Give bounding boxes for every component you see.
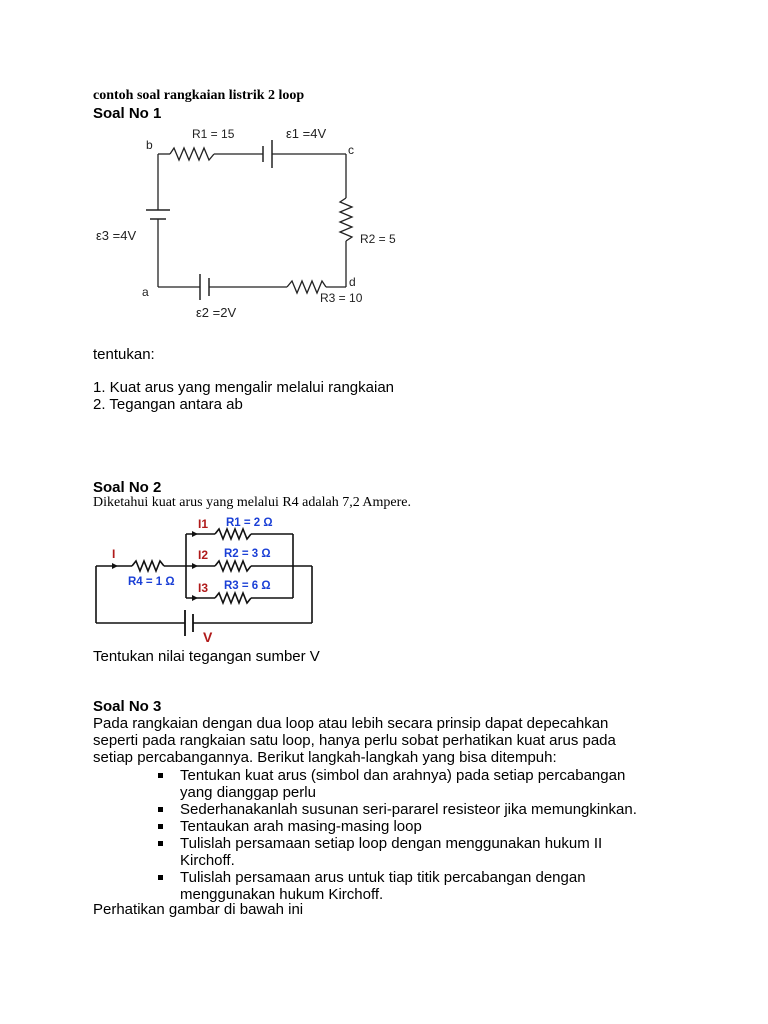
label-r3: R3 = 6 Ω bbox=[224, 580, 271, 592]
soal2-question: Tentukan nilai tegangan sumber V bbox=[93, 648, 320, 665]
step-item: Tulislah persamaan setiap loop dengan menggunakan hukum II Kirchoff. bbox=[180, 835, 675, 869]
label-current-i: I bbox=[112, 547, 116, 561]
bullet-square-icon bbox=[158, 773, 163, 778]
label-e1: ε1 =4V bbox=[286, 126, 327, 141]
soal1-prompt: tentukan: bbox=[93, 346, 155, 363]
node-a: a bbox=[142, 285, 149, 299]
soal1-title: Soal No 1 bbox=[93, 105, 162, 122]
bullet-square-icon bbox=[158, 841, 163, 846]
document-heading: contoh soal rangkaian listrik 2 loop bbox=[93, 88, 305, 103]
soal1-question-1: 1. Kuat arus yang mengalir melalui rangkaian bbox=[93, 379, 395, 396]
node-d: d bbox=[349, 275, 356, 289]
label-r2: R2 = 5 bbox=[360, 232, 396, 246]
label-current-i2: I2 bbox=[198, 548, 209, 562]
label-current-i1: I1 bbox=[198, 517, 209, 531]
soal3-closing: Perhatikan gambar di bawah ini bbox=[93, 901, 304, 918]
soal1-question-2: 2. Tegangan antara ab bbox=[93, 396, 243, 413]
label-r1: R1 = 2 Ω bbox=[226, 517, 273, 529]
soal3-paragraph bbox=[93, 715, 675, 766]
bullet-square-icon bbox=[158, 807, 163, 812]
paragraph-line: seperti pada rangkaian satu loop, hanya perlu sobat perhatikan kuat arus pada bbox=[93, 732, 616, 749]
soal2-circuit-diagram bbox=[90, 512, 330, 644]
label-r2: R2 = 3 Ω bbox=[224, 548, 271, 560]
label-voltage-v: V bbox=[203, 629, 213, 644]
soal2-given: Diketahui kuat arus yang melalui R4 adalah 7,2 Ampere. bbox=[93, 495, 412, 510]
label-e3: ε3 =4V bbox=[96, 228, 137, 243]
paragraph-line: Pada rangkaian dengan dua loop atau lebih secara prinsip dapat depecahkan bbox=[93, 715, 609, 732]
soal3-steps-list bbox=[180, 767, 675, 903]
soal1-circuit-diagram bbox=[90, 118, 420, 333]
label-r1: R1 = 15 bbox=[192, 127, 235, 141]
step-item: Tentukan kuat arus (simbol dan arahnya) pada setiap percabangan yang dianggap perlu bbox=[180, 767, 675, 801]
node-b: b bbox=[146, 138, 153, 152]
step-item: Sederhanakanlah susunan seri-pararel resisteor jika memungkinkan. bbox=[180, 801, 675, 818]
label-e2: ε2 =2V bbox=[196, 305, 237, 320]
step-item: Tulislah persamaan arus untuk tiap titik percabangan dengan menggunakan hukum Kirchoff. bbox=[180, 869, 675, 903]
paragraph-line: setiap percabangannya. Berikut langkah-langkah yang bisa ditempuh: bbox=[93, 749, 557, 766]
bullet-square-icon bbox=[158, 824, 163, 829]
label-current-i3: I3 bbox=[198, 581, 209, 595]
node-c: c bbox=[348, 143, 354, 157]
label-r4: R4 = 1 Ω bbox=[128, 576, 175, 588]
bullet-square-icon bbox=[158, 875, 163, 880]
label-r3: R3 = 10 bbox=[320, 291, 363, 305]
soal3-title: Soal No 3 bbox=[93, 698, 162, 715]
step-item: Tentaukan arah masing-masing loop bbox=[180, 818, 675, 835]
soal2-title: Soal No 2 bbox=[93, 479, 162, 496]
